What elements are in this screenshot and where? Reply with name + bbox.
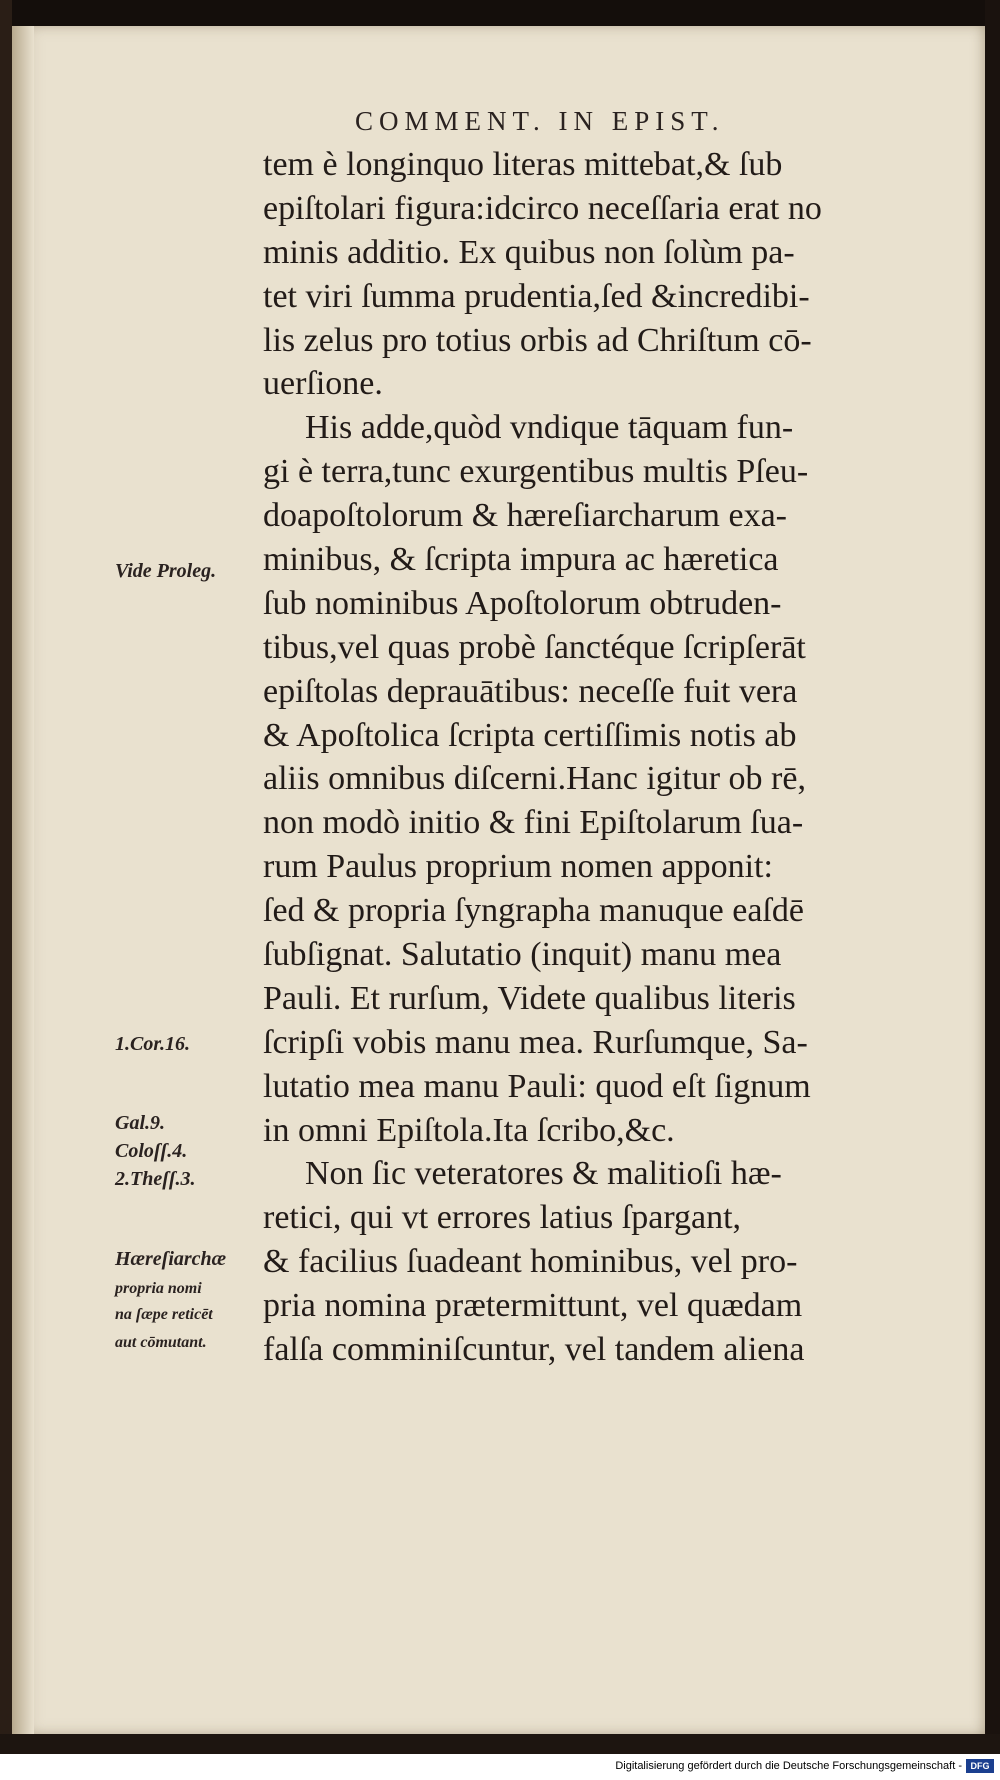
margin-note-haeresiarchae: propria nomi bbox=[115, 1280, 202, 1297]
text-line: pria nomina prætermittunt, vel quædam bbox=[263, 1287, 803, 1325]
text-line: & Apoſtolica ſcripta certiſſimis notis ab bbox=[263, 716, 797, 754]
dfg-logo: DFG bbox=[966, 1759, 994, 1773]
text-line: tem è longinquo literas mittebat,& ſub bbox=[263, 146, 783, 183]
text-line: lutatio mea manu Pauli: quod eſt ſignum bbox=[263, 1067, 811, 1105]
text-line: gi è terra,tunc exurgentibus multis Pſeu- bbox=[263, 453, 809, 491]
text-line: minibus, & ſcripta impura ac hæretica bbox=[263, 541, 779, 579]
text-line: aliis omnibus diſcerni.Hanc igitur ob rē, bbox=[263, 760, 806, 798]
text-line: in omni Epiſtola.Ita ſcribo,&c. bbox=[263, 1111, 675, 1149]
margin-note-thess: 2.Theſſ.3. bbox=[115, 1168, 196, 1190]
margin-note-haeresiarchae: na ſæpe reticēt bbox=[115, 1306, 213, 1323]
book-edge-bottom bbox=[0, 1734, 1000, 1754]
text-line: epiſtolari figura:idcirco neceſſaria erat no bbox=[263, 189, 822, 227]
running-head: COMMENT. IN EPIST. bbox=[355, 106, 725, 136]
text-line: & facilius ſuadeant hominibus, vel pro- bbox=[263, 1243, 798, 1281]
text-line: Non ſic veteratores & malitioſi hæ- bbox=[305, 1155, 782, 1193]
page-gutter-shadow bbox=[12, 26, 34, 1734]
text-line: non modò initio & fini Epiſtolarum ſua- bbox=[263, 804, 804, 842]
text-line: epiſtolas deprauātibus: neceſſe fuit vera bbox=[263, 672, 798, 710]
text-line: falſa comminiſcuntur, vel tandem aliena bbox=[263, 1331, 805, 1369]
text-line: tet viri ſumma prudentia,ſed &incredibi- bbox=[263, 277, 810, 315]
text-line: rum Paulus proprium nomen apponit: bbox=[263, 848, 773, 886]
text-line: His adde,quòd vndique tāquam fun- bbox=[305, 409, 794, 447]
text-line: retici, qui vt errores latius ſpargant, bbox=[263, 1199, 742, 1237]
text-line: doapoſtolorum & hæreſiarcharum exa- bbox=[263, 497, 787, 535]
margin-note-haeresiarchae: Hæreſiarchæ bbox=[115, 1248, 227, 1270]
main-text-block bbox=[263, 143, 943, 1372]
text-line: ſcripſi vobis manu mea. Rurſumque, Sa- bbox=[263, 1023, 808, 1061]
margin-note-cor: 1.Cor.16. bbox=[115, 1033, 191, 1055]
margin-note-vide-proleg: Vide Proleg. bbox=[115, 560, 217, 582]
book-edge-right bbox=[985, 0, 1000, 1755]
text-line: ſub nominibus Apoſtolorum obtruden- bbox=[263, 584, 782, 622]
margin-note-gal: Gal.9. bbox=[115, 1112, 165, 1134]
text-line: lis zelus pro totius orbis ad Chriſtum cō- bbox=[263, 321, 812, 359]
text-line: minis additio. Ex quibus non ſolùm pa- bbox=[263, 233, 795, 271]
text-line: Pauli. Et rurſum, Videte qualibus literis bbox=[263, 979, 796, 1017]
margin-note-haeresiarchae: aut cōmutant. bbox=[115, 1334, 207, 1351]
funding-credit: Digitalisierung gefördert durch die Deutsche Forschungsgemeinschaft - bbox=[615, 1760, 962, 1772]
footer-bar bbox=[0, 1754, 1000, 1780]
text-line: uerſione. bbox=[263, 365, 383, 403]
book-edge-left bbox=[0, 0, 12, 1760]
text-line: ſubſignat. Salutatio (inquit) manu mea bbox=[263, 936, 782, 974]
text-line: tibus,vel quas probè ſanctéque ſcripſerāt bbox=[263, 628, 806, 666]
text-line: ſed & propria ſyngrapha manuque eaſdē bbox=[263, 892, 804, 930]
margin-note-coloss: Coloſſ.4. bbox=[115, 1140, 188, 1162]
